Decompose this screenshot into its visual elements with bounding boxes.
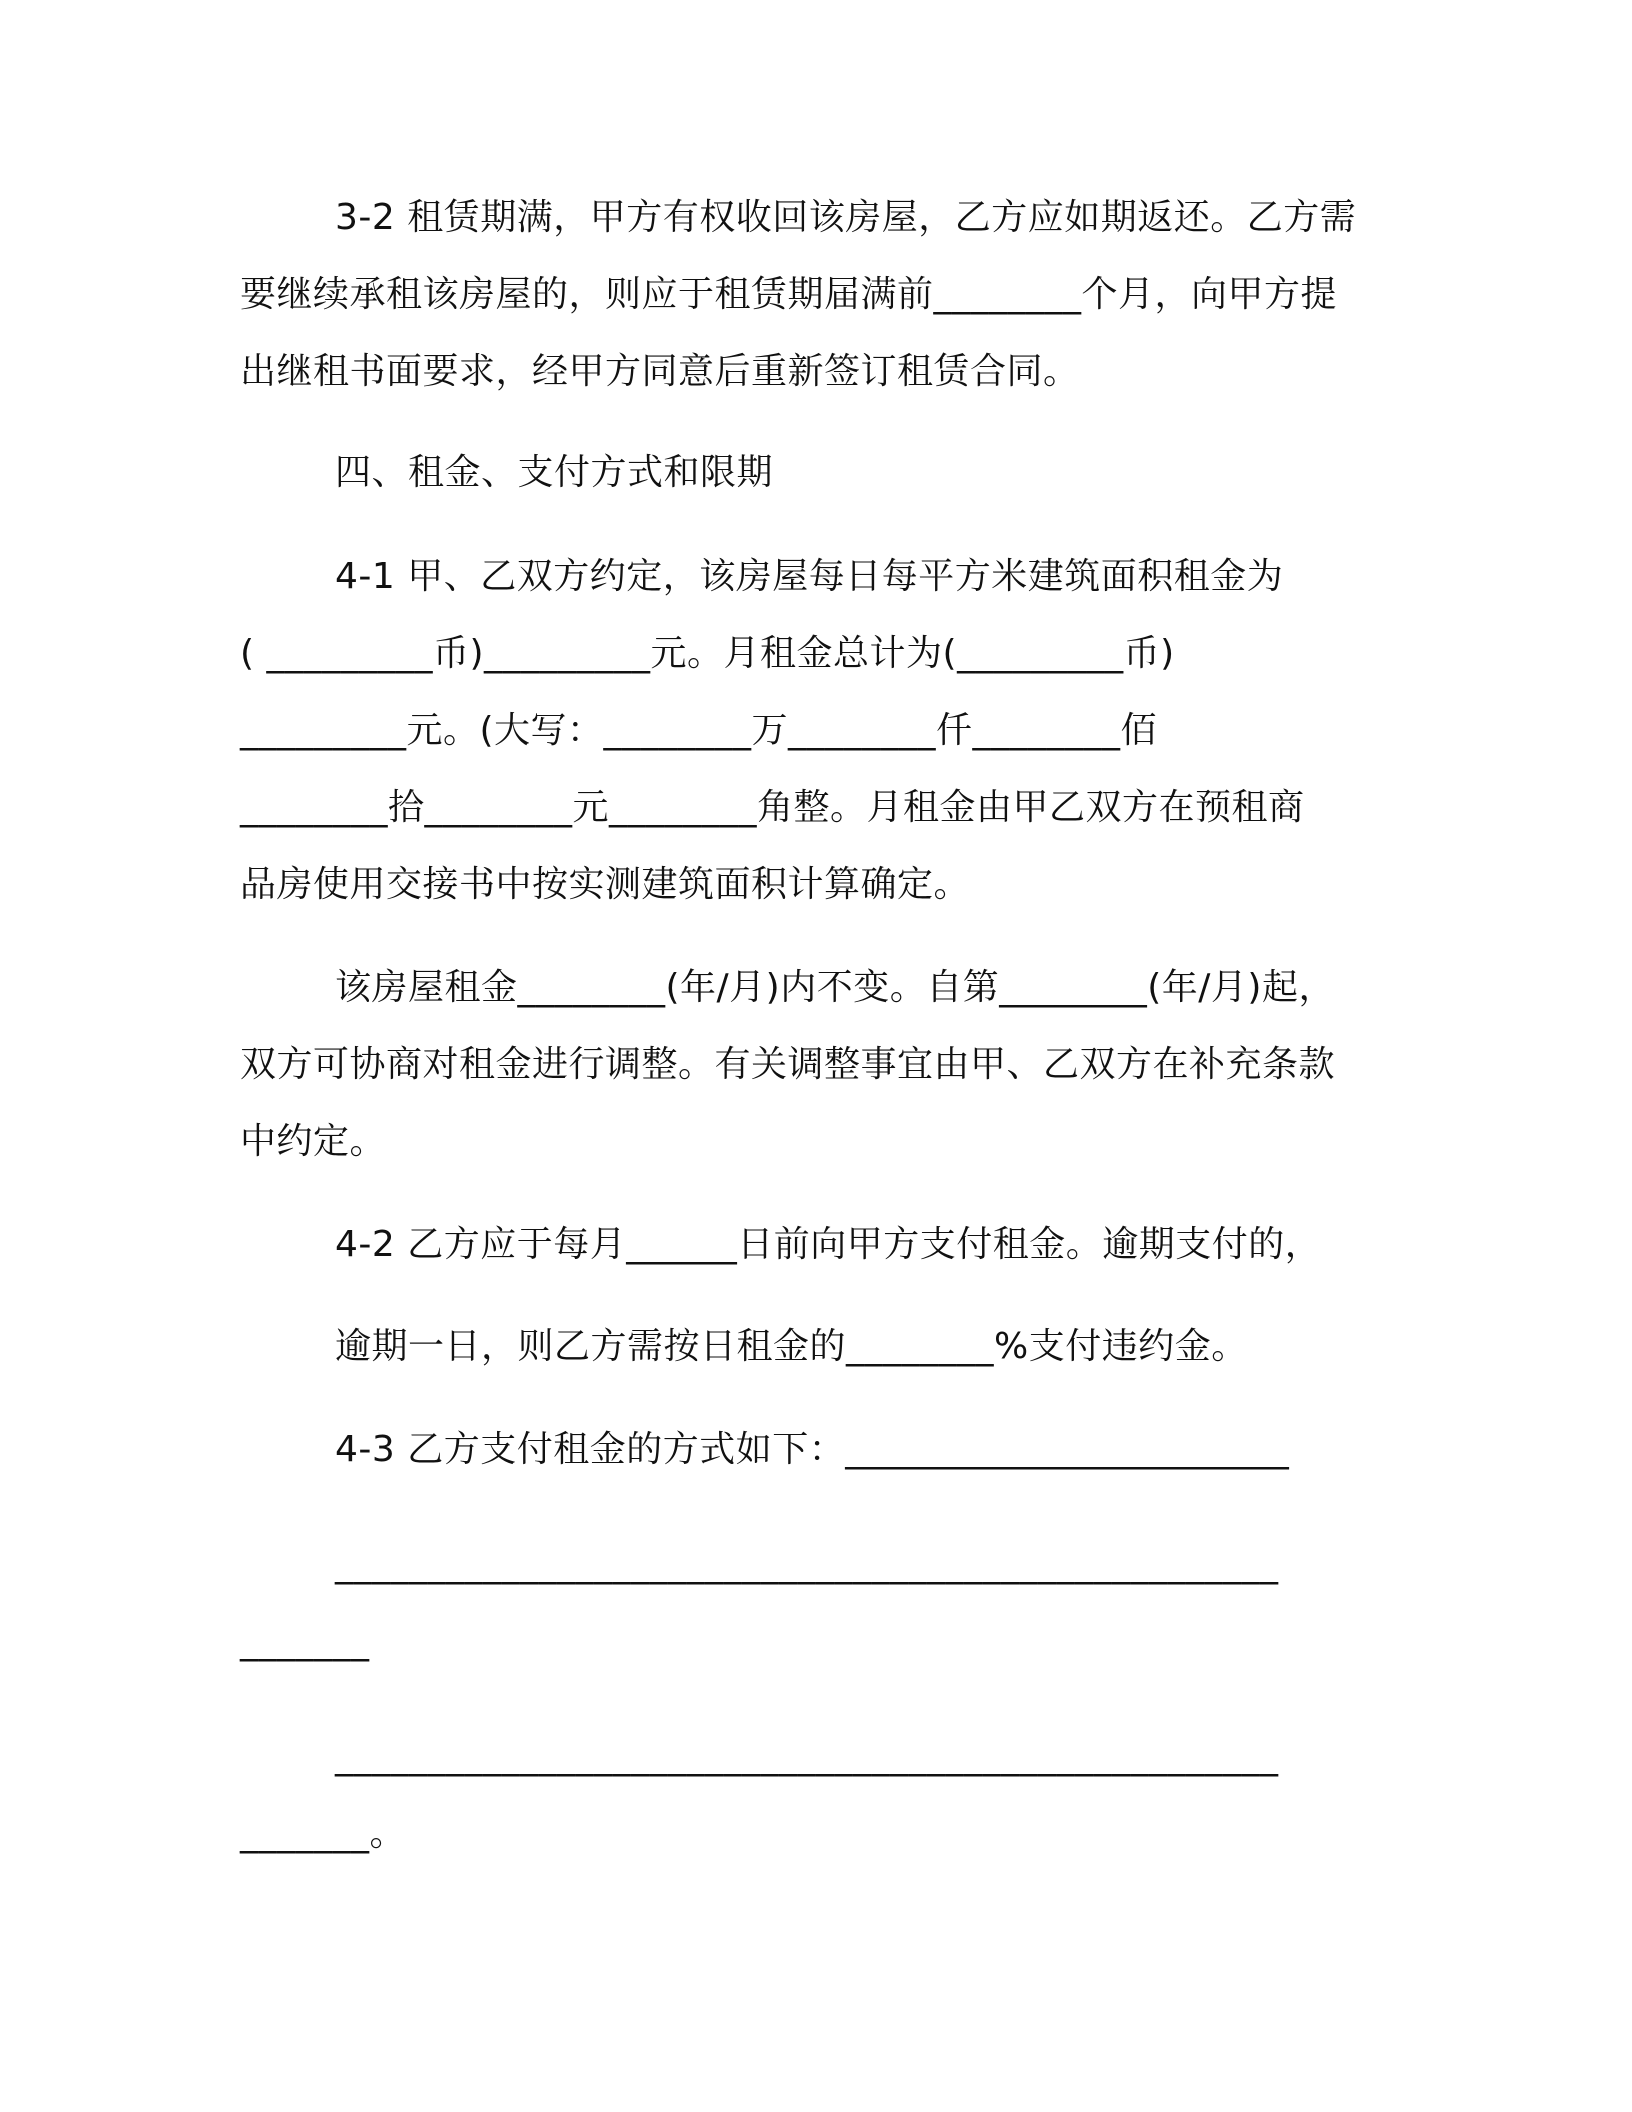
clause-3-2-line-3: 出继租书面要求，经甲方同意后重新签订租赁合同。 <box>240 351 1080 392</box>
payment-blank-line-2: _______ <box>240 1621 370 1662</box>
clause-4-1-line-3: _________元。(大写：________万________仟________佰 <box>240 710 1158 751</box>
clause-4-1-line-1: 4-1 甲、乙双方约定，该房屋每日每平方米建筑面积租金为 <box>335 556 1284 597</box>
clause-4-1-line-4: ________拾________元________角整。月租金由甲乙双方在预租商 <box>240 787 1305 828</box>
rent-adjust-line-1: 该房屋租金________(年/月)内不变。自第________(年/月)起， <box>335 967 1335 1008</box>
clause-3-2-line-1: 3-2 租赁期满，甲方有权收回该房屋，乙方应如期返还。乙方需 <box>335 197 1357 238</box>
clause-4-1-line-5: 品房使用交接书中按实测建筑面积计算确定。 <box>240 864 971 905</box>
rent-adjust-line-3: 中约定。 <box>240 1121 387 1162</box>
clause-4-2-line-2: 逾期一日，则乙方需按日租金的________%支付违约金。 <box>335 1326 1248 1367</box>
clause-4-3-line-1: 4-3 乙方支付租金的方式如下：________________________ <box>335 1429 1290 1470</box>
clause-4-2-line-1: 4-2 乙方应于每月______日前向甲方支付租金。逾期支付的， <box>335 1224 1322 1265</box>
clause-4-1-line-2: ( _________币)_________元。月租金总计为(_________币) <box>240 633 1175 674</box>
payment-blank-line-1: ___________________________________________________ <box>335 1544 1279 1585</box>
clause-3-2-line-2: 要继续承租该房屋的，则应于租赁期届满前________个月，向甲方提 <box>240 274 1338 315</box>
payment-blank-line-3: ___________________________________________________ <box>335 1736 1279 1777</box>
payment-blank-line-4: _______。 <box>240 1813 407 1854</box>
rent-adjust-line-2: 双方可协商对租金进行调整。有关调整事宜由甲、乙双方在补充条款 <box>240 1044 1336 1085</box>
section-4-heading: 四、租金、支付方式和限期 <box>335 452 774 493</box>
